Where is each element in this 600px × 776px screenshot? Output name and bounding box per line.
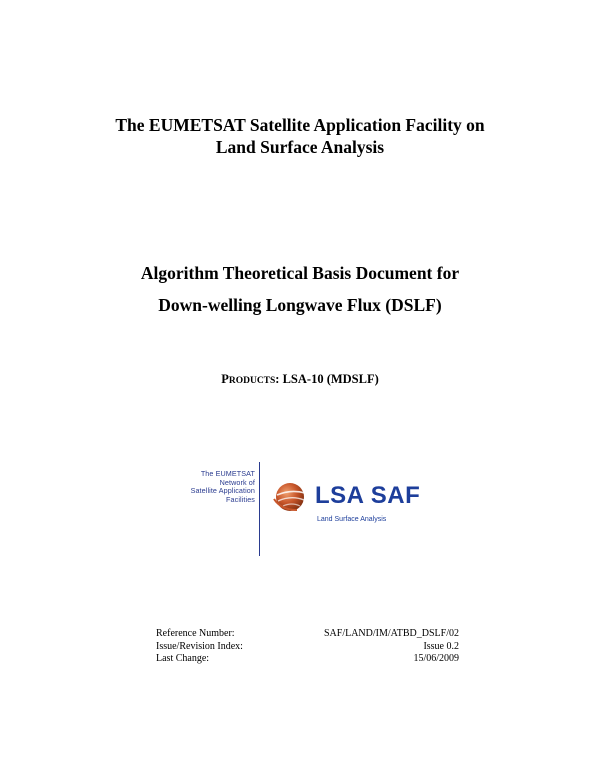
metadata-row-reference — [156, 628, 459, 641]
document-title — [0, 257, 600, 321]
metadata-value: 15/06/2009 — [413, 653, 459, 664]
eumetsat-line: Satellite Application — [190, 486, 255, 496]
lsa-saf-logo — [155, 452, 445, 560]
metadata-label: Reference Number: — [156, 628, 235, 639]
eumetsat-line: Facilities — [226, 494, 255, 504]
globe-icon — [273, 479, 309, 515]
lsa-saf-wordmark: LSA SAF — [315, 482, 421, 509]
products-label-rest: RODUCTS — [228, 376, 276, 386]
document-title-line1: Algorithm Theoretical Basis Document for — [140, 263, 460, 283]
products-label-colon: : — [275, 372, 280, 386]
facility-title-line2: Land Surface Analysis — [215, 137, 385, 157]
metadata-row-issue — [156, 641, 459, 654]
facility-title-line1: The EUMETSAT Satellite Application Facility on — [115, 115, 485, 135]
metadata-value: SAF/LAND/IM/ATBD_DSLF/02 — [323, 628, 459, 639]
eumetsat-line: Network of — [219, 477, 255, 487]
products-value: LSA-10 (MDSLF) — [282, 372, 379, 386]
metadata-label: Last Change: — [156, 653, 210, 664]
eumetsat-line: The EUMETSAT — [200, 469, 255, 478]
document-title-line2: Down-welling Longwave Flux (DSLF) — [158, 295, 442, 315]
facility-title — [0, 114, 600, 158]
eumetsat-network-text — [191, 470, 255, 504]
metadata-value: Issue 0.2 — [423, 640, 459, 652]
lsa-saf-subtitle: Land Surface Analysis — [317, 516, 387, 523]
products-line — [0, 372, 600, 387]
products-label-initial: P — [221, 372, 229, 386]
metadata-label: Issue/Revision Index: — [156, 640, 243, 652]
document-metadata — [156, 628, 459, 666]
metadata-row-last-change — [156, 653, 459, 666]
logo-divider — [259, 462, 260, 556]
